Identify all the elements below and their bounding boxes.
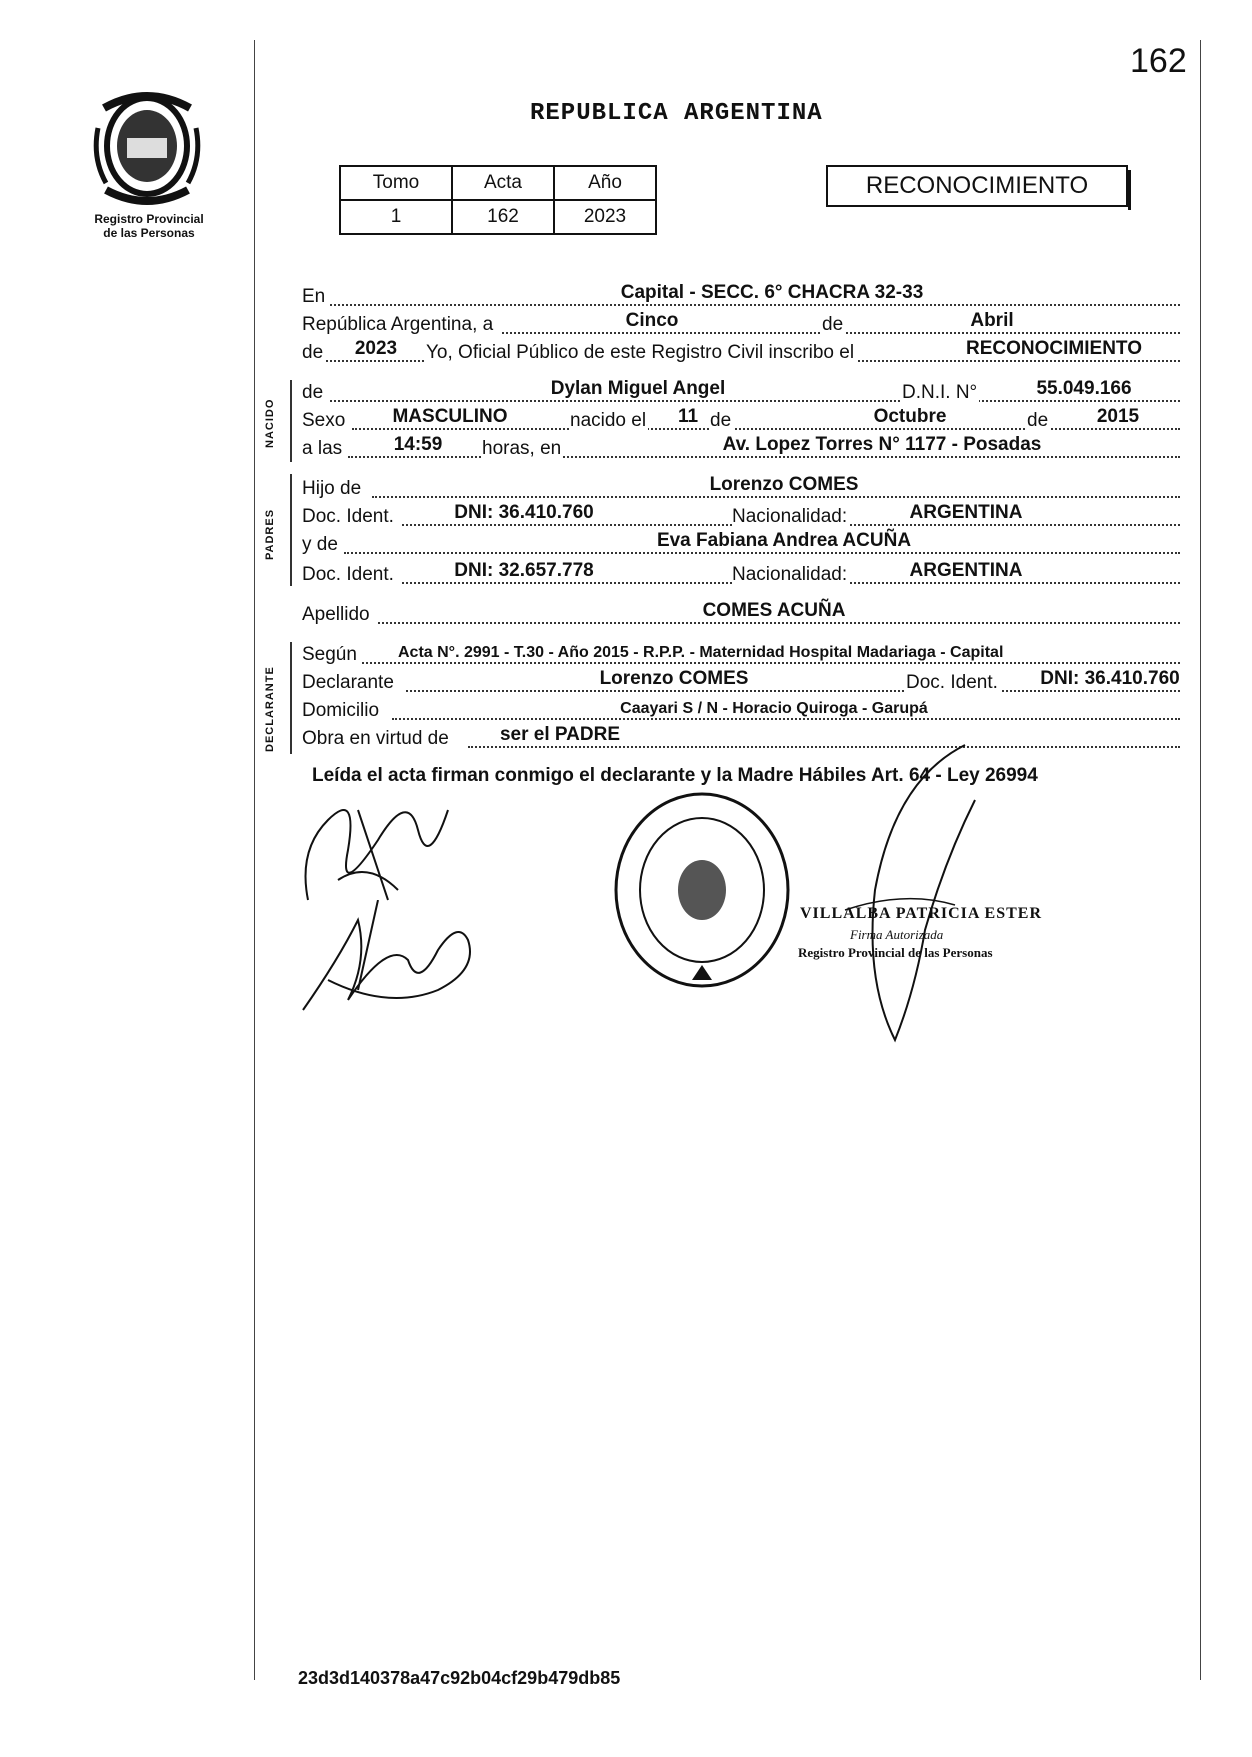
row-father-doc bbox=[302, 502, 1180, 528]
ref-value-year: 2023 bbox=[554, 200, 656, 234]
value-mother-doc: DNI: 32.657.778 bbox=[454, 560, 594, 581]
label-father-doc: Doc. Ident. bbox=[302, 506, 394, 527]
row-date bbox=[302, 310, 1180, 336]
value-father-name: Lorenzo COMES bbox=[709, 474, 859, 495]
row-oficial bbox=[302, 338, 1180, 364]
label-nacido-el: nacido el bbox=[570, 410, 647, 431]
label-horas-en: horas, en bbox=[482, 438, 562, 459]
official-stamp bbox=[612, 790, 792, 990]
ref-value-tomo: 1 bbox=[340, 200, 452, 234]
label-sexo: Sexo bbox=[302, 410, 346, 431]
value-birth-day: 11 bbox=[677, 406, 699, 427]
value-declarante-doc: DNI: 36.410.760 bbox=[1040, 668, 1180, 689]
label-nacido-de: de bbox=[302, 382, 324, 403]
row-declarante bbox=[302, 668, 1180, 694]
official-office: Registro Provincial de las Personas bbox=[798, 945, 993, 960]
page-number: 162 bbox=[1130, 42, 1187, 80]
reference-table bbox=[339, 165, 657, 235]
value-act: RECONOCIMIENTO bbox=[966, 338, 1142, 359]
value-day: Cinco bbox=[625, 310, 679, 331]
registry-caption bbox=[84, 212, 214, 240]
declarante-bracket bbox=[290, 642, 302, 754]
ref-header-tomo: Tomo bbox=[340, 166, 452, 200]
nacido-side-label: NACIDO bbox=[264, 398, 276, 448]
ref-header-acta: Acta bbox=[452, 166, 554, 200]
act-type-box: RECONOCIMIENTO bbox=[826, 165, 1128, 207]
value-declarante-name: Lorenzo COMES bbox=[599, 668, 749, 689]
row-domicilio bbox=[302, 696, 1180, 722]
value-month: Abril bbox=[970, 310, 1014, 331]
left-margin-line bbox=[254, 40, 255, 1680]
label-declarante: Declarante bbox=[302, 672, 394, 693]
label-republica: República Argentina, a bbox=[302, 314, 494, 335]
document-title: REPUBLICA ARGENTINA bbox=[530, 100, 823, 127]
label-mother-nac: Nacionalidad: bbox=[732, 564, 848, 585]
label-obra: Obra en virtud de bbox=[302, 728, 449, 749]
row-mother bbox=[302, 530, 1180, 556]
value-mother-nac: ARGENTINA bbox=[909, 560, 1023, 581]
registry-caption-line2: de las Personas bbox=[103, 226, 195, 240]
value-child-dni: 55.049.166 bbox=[1036, 378, 1132, 399]
padres-bracket bbox=[290, 474, 302, 586]
value-birth-place: Av. Lopez Torres N° 1177 - Posadas bbox=[722, 434, 1042, 455]
value-place: Capital - SECC. 6° CHACRA 32-33 bbox=[620, 282, 924, 303]
row-place bbox=[302, 282, 1180, 308]
signature-official bbox=[835, 740, 995, 1050]
label-de: de bbox=[822, 314, 844, 335]
label-de-year: de bbox=[302, 342, 324, 363]
value-apellido: COMES ACUÑA bbox=[702, 600, 846, 621]
value-birth-hour: 14:59 bbox=[393, 434, 443, 455]
row-obra bbox=[302, 724, 1180, 750]
registry-caption-line1: Registro Provincial bbox=[94, 212, 204, 226]
value-obra: ser el PADRE bbox=[499, 724, 621, 745]
province-emblem bbox=[92, 88, 202, 208]
label-father-nac: Nacionalidad: bbox=[732, 506, 848, 527]
label-segun: Según bbox=[302, 644, 357, 665]
signature-declarante bbox=[298, 780, 478, 910]
value-father-nac: ARGENTINA bbox=[909, 502, 1023, 523]
label-mother-doc: Doc. Ident. bbox=[302, 564, 394, 585]
label-oficial: Yo, Oficial Público de este Registro Civil inscribo el bbox=[426, 342, 855, 363]
label-declarante-doc: Doc. Ident. bbox=[906, 672, 998, 693]
ref-value-acta: 162 bbox=[452, 200, 554, 234]
value-birth-month: Octubre bbox=[873, 406, 947, 427]
value-segun: Acta N°. 2991 - T.30 - Año 2015 - R.P.P. - Maternidad Hospital Madariaga - Capital bbox=[398, 644, 1004, 661]
row-apellido bbox=[302, 600, 1180, 626]
signature-madre bbox=[298, 900, 488, 1020]
closing-statement: Leída el acta firman conmigo el declarante y la Madre Hábiles Art. 64 - Ley 26994 bbox=[312, 765, 1038, 786]
label-en: En bbox=[302, 286, 326, 307]
padres-side-label: PADRES bbox=[264, 508, 276, 560]
row-nacido-hour bbox=[302, 434, 1180, 460]
right-margin-line bbox=[1200, 40, 1201, 1680]
document-hash: 23d3d140378a47c92b04cf29b479db85 bbox=[298, 1668, 621, 1688]
value-domicilio: Caayari S / N - Horacio Quiroga - Garupá bbox=[620, 700, 928, 717]
official-name: VILLALBA PATRICIA ESTER bbox=[800, 905, 1043, 922]
label-apellido: Apellido bbox=[302, 604, 370, 625]
label-dni: D.N.I. N° bbox=[902, 382, 978, 403]
ref-header-year: Año bbox=[554, 166, 656, 200]
label-birth-de1: de bbox=[710, 410, 732, 431]
value-year: 2023 bbox=[354, 338, 398, 359]
row-segun bbox=[302, 640, 1180, 666]
label-birth-de2: de bbox=[1027, 410, 1049, 431]
label-domicilio: Domicilio bbox=[302, 700, 380, 721]
label-y-de: y de bbox=[302, 534, 338, 555]
value-birth-year: 2015 bbox=[1096, 406, 1140, 427]
row-mother-doc bbox=[302, 560, 1180, 586]
value-mother-name: Eva Fabiana Andrea ACUÑA bbox=[656, 530, 912, 551]
nacido-bracket bbox=[290, 380, 302, 462]
label-a-las: a las bbox=[302, 438, 343, 459]
official-title: Firma Autorizada bbox=[850, 927, 944, 942]
value-child-name: Dylan Miguel Angel bbox=[550, 378, 726, 399]
value-sexo: MASCULINO bbox=[392, 406, 508, 427]
row-father bbox=[302, 474, 1180, 500]
label-hijo-de: Hijo de bbox=[302, 478, 362, 499]
row-nacido-birth bbox=[302, 406, 1180, 432]
value-father-doc: DNI: 36.410.760 bbox=[454, 502, 594, 523]
row-nacido-name bbox=[302, 378, 1180, 404]
declarante-side-label: DECLARANTE bbox=[264, 666, 276, 752]
